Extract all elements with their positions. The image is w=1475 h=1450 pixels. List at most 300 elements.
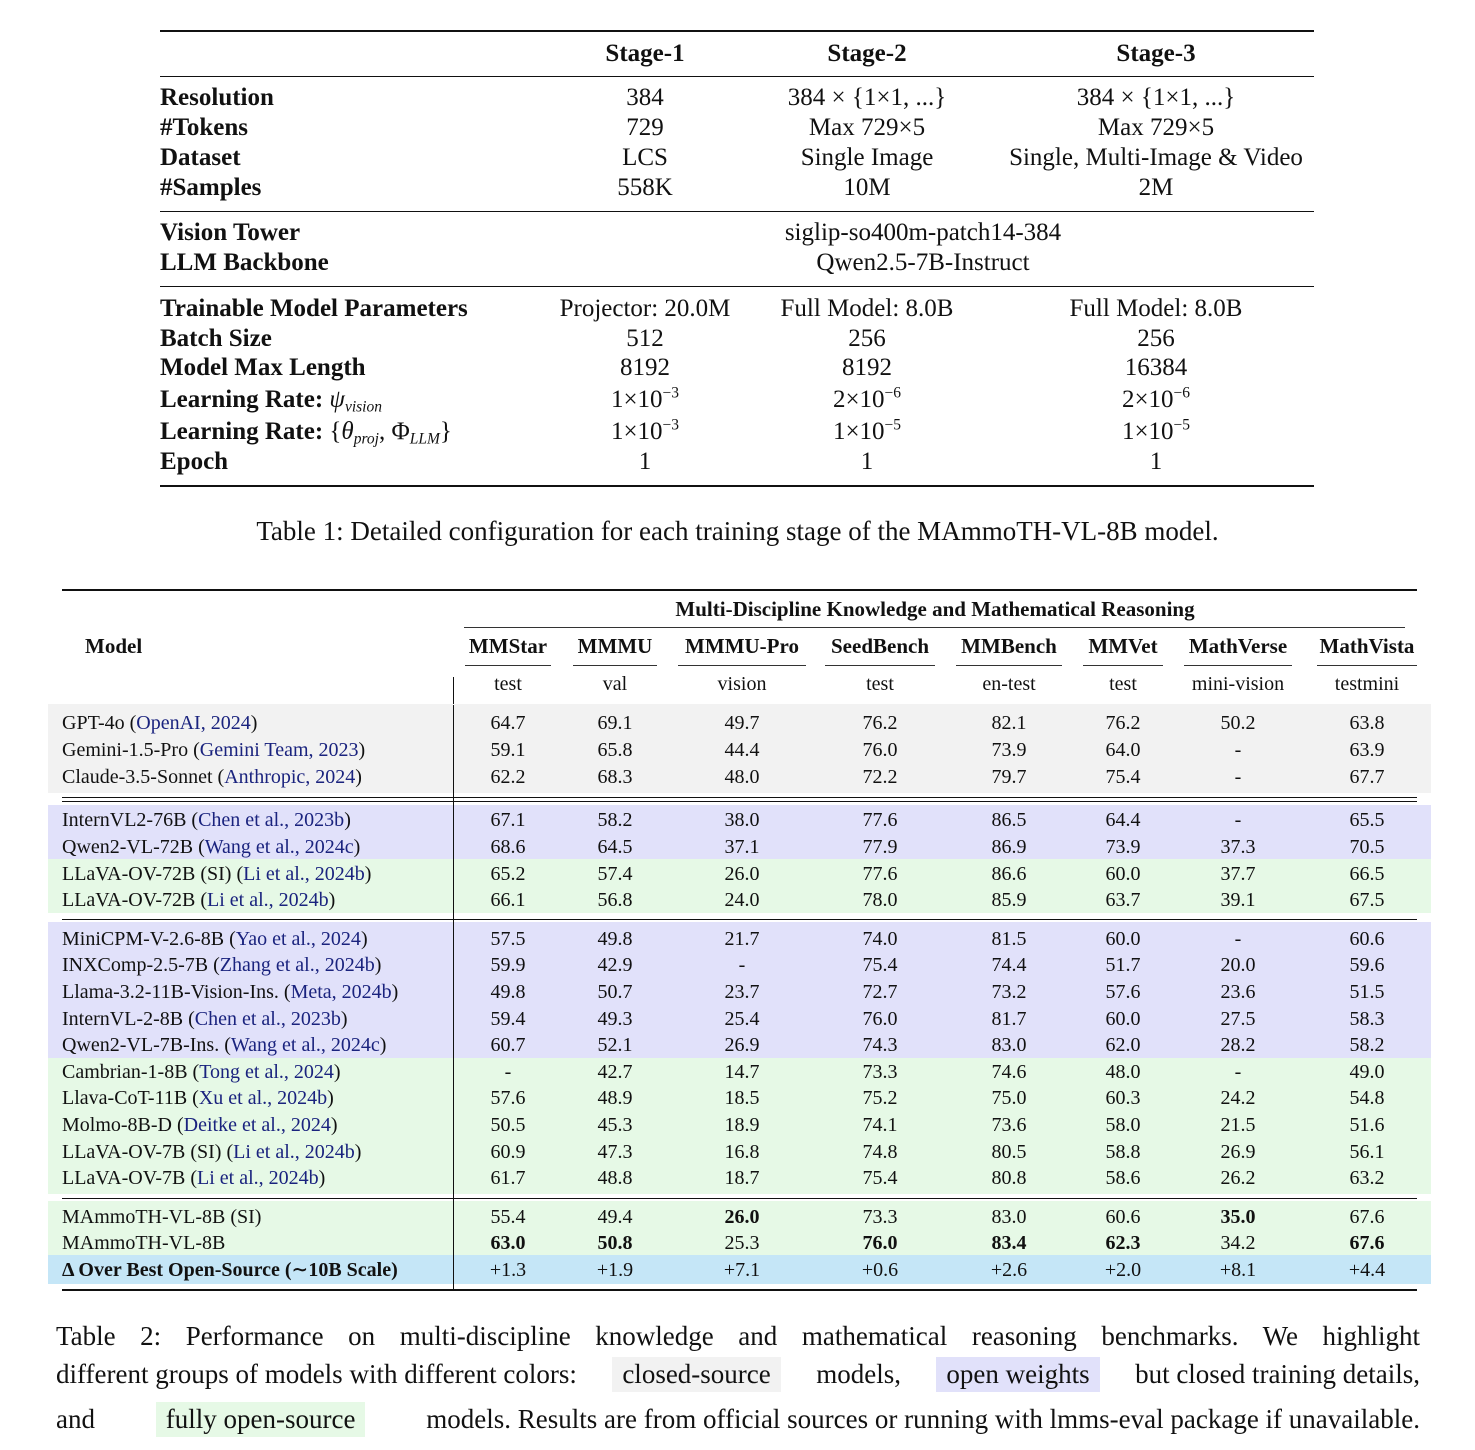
row-trainable [160,294,1314,324]
label-trainable: Trainable Model Parameters [160,295,468,322]
table-row [48,1204,1431,1230]
score-cell: 49.0 [1349,1061,1385,1083]
score-cell: 77.6 [862,809,898,831]
citation-link[interactable]: Anthropic, 2024 [224,766,356,788]
score-cell: 48.9 [597,1087,633,1109]
score-cell: 49.8 [490,981,526,1003]
score-cell: 82.1 [991,712,1027,734]
t2-top-rule [62,589,1417,591]
cell: 256 [1137,325,1175,352]
table-row [48,1059,1431,1085]
citation-link[interactable]: Li et al., 2024b [207,889,329,911]
label-dataset: Dataset [160,144,241,171]
cell [611,385,679,415]
citation-link[interactable]: Xu et al., 2024b [198,1087,328,1109]
model-name: INXComp-2.5-7B (Zhang et al., 2024b) [62,954,382,976]
exponent: −6 [884,384,902,402]
score-cell: 75.4 [1105,766,1141,788]
model-label: MAmmoTH-VL-8B (SI) [62,1206,262,1228]
score-cell: +2.0 [1104,1259,1142,1281]
score-cell: 48.0 [1105,1061,1141,1083]
column-underline [678,665,806,666]
score-cell: 63.2 [1349,1167,1385,1189]
cell: Full Model: 8.0B [1069,295,1243,322]
table-row [48,710,1431,736]
cell: 1 [860,448,874,475]
psi-symbol: ψ [329,386,345,413]
score-cell: 58.2 [1349,1034,1385,1056]
score-cell: - [1234,766,1242,788]
score-cell: 63.7 [1105,889,1141,911]
sep-rule-3 [62,1198,1417,1199]
citation-link[interactable]: Li et al., 2024b [233,1141,355,1163]
exponent: −3 [662,384,680,402]
score-cell: 67.6 [1349,1206,1385,1228]
score-cell: 50.7 [597,981,633,1003]
score-cell: 49.7 [724,712,760,734]
column-underline [1317,665,1417,666]
column-underline [1083,665,1163,666]
model-label: Molmo-8B-D [62,1114,172,1136]
cell: Max 729×5 [808,114,926,141]
score-cell: 66.1 [490,889,526,911]
cell: 1 [1149,448,1163,475]
model-label: MiniCPM-V-2.6-8B [62,928,225,950]
split-header: test [494,673,522,695]
model-label: Δ Over Best Open-Source (∼10B Scale) [62,1259,398,1281]
phi-symbol: Φ [391,418,410,445]
score-cell: 49.4 [597,1206,633,1228]
score-cell: 75.2 [862,1087,898,1109]
score-cell: 60.6 [1105,1206,1141,1228]
score-cell: 60.9 [490,1141,526,1163]
score-cell: 81.5 [991,928,1027,950]
table-row [48,887,1431,913]
row-epoch [160,447,1314,477]
table-row [48,1032,1431,1058]
score-cell: 27.5 [1220,1008,1256,1030]
score-cell: 61.7 [490,1167,526,1189]
score-cell: 45.3 [597,1114,633,1136]
citation-link[interactable]: Li et al., 2024b [197,1167,319,1189]
theta-subscript: proj [353,430,379,448]
table-row [48,979,1431,1005]
score-cell: - [504,1061,512,1083]
cell: Single Image [800,144,934,171]
score-cell: 86.9 [991,836,1027,858]
model-label: GPT-4o [62,712,125,734]
cell: 8192 [620,354,670,381]
model-label: LLaVA-OV-72B [62,889,196,911]
model-label: Cambrian-1-8B [62,1061,188,1083]
citation-link[interactable]: Wang et al., 2024c [230,1034,380,1056]
score-cell: 21.5 [1220,1114,1256,1136]
table-1-caption: Table 1: Detailed configuration for each training stage of the MAmmoTH-VL-8B model. [256,516,1219,546]
score-cell: 42.7 [597,1061,633,1083]
row-samples [160,173,1314,203]
column-header-mmmu-pro: MMMU-Pro [685,634,799,658]
model-label: Qwen2-VL-72B [62,836,194,858]
score-cell: 57.6 [490,1087,526,1109]
sep-rule-1a [62,797,1417,798]
score-cell: 54.8 [1349,1087,1385,1109]
score-cell: 63.0 [490,1232,526,1254]
table-row [48,1165,1431,1191]
citation-link[interactable]: Yao et al., 2024 [235,928,361,950]
citation-link[interactable]: Li et al., 2024b [243,863,365,885]
column-header-mathverse: MathVerse [1188,634,1288,658]
score-cell: 20.0 [1220,954,1256,976]
citation-link[interactable]: Gemini Team, 2023 [199,739,359,761]
score-cell: 48.8 [597,1167,633,1189]
label-samples: #Samples [160,174,262,201]
model-name: MiniCPM-V-2.6-8B (Yao et al., 2024) [62,928,368,950]
row-vision-tower [160,218,1314,248]
score-cell: 75.4 [862,1167,898,1189]
score-cell: 74.4 [991,954,1027,976]
score-cell: 57.5 [490,928,526,950]
score-cell: 62.0 [1105,1034,1141,1056]
score-cell: 18.7 [724,1167,760,1189]
model-name: Qwen2-VL-7B-Ins. (Wang et al., 2024c) [62,1034,387,1056]
exponent: −3 [662,416,680,434]
column-header-mmmu: MMMU [577,634,653,658]
header-vline [453,677,454,705]
cell: 384 × {1×1, ...} [787,84,947,111]
score-cell: 60.0 [1105,1008,1141,1030]
model-name: Molmo-8B-D (Deitke et al., 2024) [62,1114,338,1136]
score-cell: +0.6 [861,1259,899,1281]
score-cell: 60.0 [1105,928,1141,950]
score-cell: 60.6 [1349,928,1385,950]
caption-text: but closed training details, [1135,1359,1420,1389]
split-header: vision [717,673,767,695]
score-cell: 68.3 [597,766,633,788]
label-lr-vision [160,385,382,415]
mantissa: 1×10 [1121,418,1174,445]
closed-source-tag: closed-source [612,1357,780,1392]
score-cell: 50.2 [1220,712,1256,734]
caption-line-2 [56,1357,1420,1392]
score-cell: 62.3 [1105,1232,1141,1254]
score-cell: 64.0 [1105,739,1141,761]
score-cell: 51.7 [1105,954,1141,976]
score-cell: 59.9 [490,954,526,976]
score-cell: 69.1 [597,712,633,734]
table-row [48,834,1431,860]
score-cell: 48.0 [724,766,760,788]
model-name: LLaVA-OV-72B (Li et al., 2024b) [62,889,336,911]
column-underline [465,665,551,666]
score-cell: 68.6 [490,836,526,858]
model-label: Claude-3.5-Sonnet [62,766,213,788]
score-cell: 62.2 [490,766,526,788]
mantissa: 1×10 [610,418,663,445]
column-underline [825,665,935,666]
score-cell: 64.4 [1105,809,1141,831]
score-cell: - [1234,1061,1242,1083]
cell: Full Model: 8.0B [780,295,954,322]
score-cell: 64.7 [490,712,526,734]
score-cell: 28.2 [1220,1034,1256,1056]
score-cell: 57.6 [1105,981,1141,1003]
score-cell: 50.8 [597,1232,633,1254]
score-cell: 78.0 [862,889,898,911]
t2-bottom-rule [62,1289,1417,1291]
citation-link[interactable]: Deitke et al., 2024 [183,1114,331,1136]
score-cell: 56.1 [1349,1141,1385,1163]
column-header-mathvista: MathVista [1319,634,1415,658]
table-row [48,1139,1431,1165]
score-cell: 65.8 [597,739,633,761]
score-cell: 72.7 [862,981,898,1003]
score-cell: 21.7 [724,928,760,950]
citation-link[interactable]: Meta, 2024b [290,981,392,1003]
score-cell: 49.3 [597,1008,633,1030]
column-header-seedbench: SeedBench [830,634,930,658]
model-name [62,1230,225,1256]
bottom-rule [160,485,1314,487]
column-underline [573,665,657,666]
stage-3-header: Stage-3 [1116,40,1196,67]
row-tokens [160,113,1314,143]
table-row [48,1257,1431,1283]
score-cell: 63.8 [1349,712,1385,734]
table-row [48,1085,1431,1111]
cell: 2M [1138,174,1174,201]
score-cell: - [1234,809,1242,831]
split-header: mini-vision [1191,673,1285,695]
score-cell: +8.1 [1219,1259,1257,1281]
sep-rule-1b [62,801,1417,802]
model-label: Llava-CoT-11B [62,1087,188,1109]
mid-rule-1 [160,211,1314,212]
cell: LCS [622,144,668,171]
score-cell: 59.4 [490,1008,526,1030]
score-cell: 77.6 [862,863,898,885]
label-maxlen: Model Max Length [160,354,366,381]
model-label: Llama-3.2-11B-Vision-Ins. [62,981,279,1003]
header-rule [160,76,1314,77]
score-cell: 81.7 [991,1008,1027,1030]
label-lr-proj: Learning Rate: {$\theta_{proj}$, $\Phi_{LLM}$} [160,418,452,448]
score-cell: - [1234,928,1242,950]
score-cell: 67.5 [1349,889,1385,911]
row-batch [160,324,1314,354]
score-cell: 51.5 [1349,981,1385,1003]
column-header-mmstar: MMStar [468,634,548,658]
score-cell: 24.2 [1220,1087,1256,1109]
label-llm-backbone: LLM Backbone [160,249,329,276]
cell: 558K [617,174,673,201]
lr-label-text: Learning Rate: [160,386,324,413]
caption-text: models, [816,1359,901,1389]
score-cell: 60.0 [1105,863,1141,885]
model-label: MAmmoTH-VL-8B [62,1232,226,1254]
column-underline [956,665,1062,666]
row-lr-vision [160,385,1314,415]
score-cell: 76.2 [1105,712,1141,734]
score-cell: 75.4 [862,954,898,976]
score-cell: 65.5 [1349,809,1385,831]
score-cell: 64.5 [597,836,633,858]
model-name: InternVL2-76B (Chen et al., 2023b) [62,809,351,831]
score-cell: 23.7 [724,981,760,1003]
citation-link[interactable]: Zhang et al., 2024b [219,954,375,976]
mantissa: 2×10 [832,386,885,413]
cell: 16384 [1124,354,1188,381]
label-batch: Batch Size [160,325,272,352]
cell: Projector: 20.0M [559,295,731,322]
score-cell: 72.2 [862,766,898,788]
score-cell: 16.8 [724,1141,760,1163]
score-cell: +1.3 [489,1259,527,1281]
split-header: test [866,673,894,695]
score-cell: 25.4 [724,1008,760,1030]
score-cell: 42.9 [597,954,633,976]
model-header: Model [85,634,143,658]
citation-link[interactable]: Chen et al., 2023b [194,1008,341,1030]
model-label: INXComp-2.5-7B [62,954,209,976]
score-cell: 58.8 [1105,1141,1141,1163]
score-cell: 18.5 [724,1087,760,1109]
top-rule [160,30,1314,32]
score-cell: +7.1 [723,1259,761,1281]
score-cell: 58.0 [1105,1114,1141,1136]
cell: 512 [626,325,664,352]
score-cell: 34.2 [1220,1232,1256,1254]
model-label: InternVL2-76B [62,809,187,831]
model-name: Qwen2-VL-72B (Wang et al., 2024c) [62,836,361,858]
model-name: Cambrian-1-8B (Tong et al., 2024) [62,1061,341,1083]
score-cell: 75.0 [991,1087,1027,1109]
cell [611,417,679,447]
score-cell: 44.4 [724,739,760,761]
split-header: val [602,673,628,695]
label-resolution: Resolution [160,84,274,111]
score-cell: 58.3 [1349,1008,1385,1030]
caption-line-1: Table 2: Performance on multi-discipline knowledge and mathematical reasoning benchmarks. We highlight [56,1321,1420,1351]
score-cell: +1.9 [596,1259,634,1281]
score-cell: 70.5 [1349,836,1385,858]
caption-line-3 [56,1402,1420,1437]
score-cell: 65.2 [490,863,526,885]
label-tokens: #Tokens [160,114,249,141]
model-name [62,1204,261,1230]
score-cell: 76.0 [862,1232,898,1254]
score-cell: 25.3 [724,1232,760,1254]
cell: 384 [626,84,664,111]
score-cell: 47.3 [597,1141,633,1163]
model-name: Llava-CoT-11B (Xu et al., 2024b) [62,1087,334,1109]
model-name: InternVL-2-8B (Chen et al., 2023b) [62,1008,348,1030]
cell: 1 [638,448,652,475]
score-cell: 26.0 [724,863,760,885]
exponent: −6 [1173,384,1191,402]
cell [1122,385,1190,415]
cell [1122,417,1190,447]
lr-label-text: Learning Rate: [160,418,324,445]
row-resolution [160,83,1314,113]
score-cell: 38.0 [724,809,760,831]
model-label: Gemini-1.5-Pro [62,739,189,761]
score-cell: 86.5 [991,809,1027,831]
cell: 729 [626,114,664,141]
open-weights-tag: open weights [936,1357,1099,1392]
score-cell: 76.0 [862,739,898,761]
score-cell: 80.5 [991,1141,1027,1163]
table-row [48,1230,1431,1256]
citation-link[interactable]: OpenAI, 2024 [136,712,251,734]
score-cell: 86.6 [991,863,1027,885]
score-cell: 67.1 [490,809,526,831]
model-name: Claude-3.5-Sonnet (Anthropic, 2024) [62,766,362,788]
score-cell: 23.6 [1220,981,1256,1003]
row-llm-backbone [160,248,1314,278]
caption-text: different groups of models with different colors: [56,1359,577,1389]
score-cell: +2.6 [990,1259,1028,1281]
column-underline [1184,665,1292,666]
cell [833,385,901,415]
score-cell: 73.3 [862,1206,898,1228]
score-cell: 73.9 [1105,836,1141,858]
score-cell: 73.6 [991,1114,1027,1136]
score-cell: 76.0 [862,1008,898,1030]
t1-header-row [160,39,1314,69]
model-name: LLaVA-OV-7B (SI) (Li et al., 2024b) [62,1141,362,1163]
score-cell: 77.9 [862,836,898,858]
table-row [48,861,1431,887]
label-epoch: Epoch [160,448,229,475]
table-row [48,1112,1431,1138]
score-cell: 73.3 [862,1061,898,1083]
mid-rule-2 [160,286,1314,287]
score-cell: 58.6 [1105,1167,1141,1189]
model-name: GPT-4o (OpenAI, 2024) [62,712,258,734]
score-cell: 63.9 [1349,739,1385,761]
score-cell: 73.2 [991,981,1027,1003]
stage-2-header: Stage-2 [827,40,907,67]
citation-link[interactable]: Wang et al., 2024c [204,836,354,858]
model-label: LLaVA-OV-7B [62,1167,186,1189]
score-cell: 26.9 [1220,1141,1256,1163]
model-name [62,1257,398,1283]
score-cell: 52.1 [597,1034,633,1056]
model-label: Qwen2-VL-7B-Ins. [62,1034,220,1056]
citation-link[interactable]: Chen et al., 2023b [198,809,345,831]
score-cell: 24.0 [724,889,760,911]
stage-1-header: Stage-1 [605,40,685,67]
citation-link[interactable]: Tong et al., 2024 [199,1061,334,1083]
score-cell: 79.7 [991,766,1027,788]
model-name: LLaVA-OV-7B (Li et al., 2024b) [62,1167,326,1189]
fully-open-source-tag: fully open-source [156,1402,366,1437]
split-header: test [1109,673,1137,695]
table-row [48,737,1431,763]
score-cell: 74.3 [862,1034,898,1056]
score-cell: +4.4 [1348,1259,1386,1281]
score-cell: 74.8 [862,1141,898,1163]
split-header: en-test [982,673,1036,695]
exponent: −5 [1173,416,1191,434]
score-cell: 59.6 [1349,954,1385,976]
score-cell: 57.4 [597,863,633,885]
column-header-mmbench: MMBench [961,634,1057,658]
score-cell: 37.3 [1220,836,1256,858]
score-cell: 58.2 [597,809,633,831]
caption-text: models. Results are from official sources or running with lmms-eval package if unavailable. [426,1404,1420,1434]
score-cell: - [738,954,746,976]
